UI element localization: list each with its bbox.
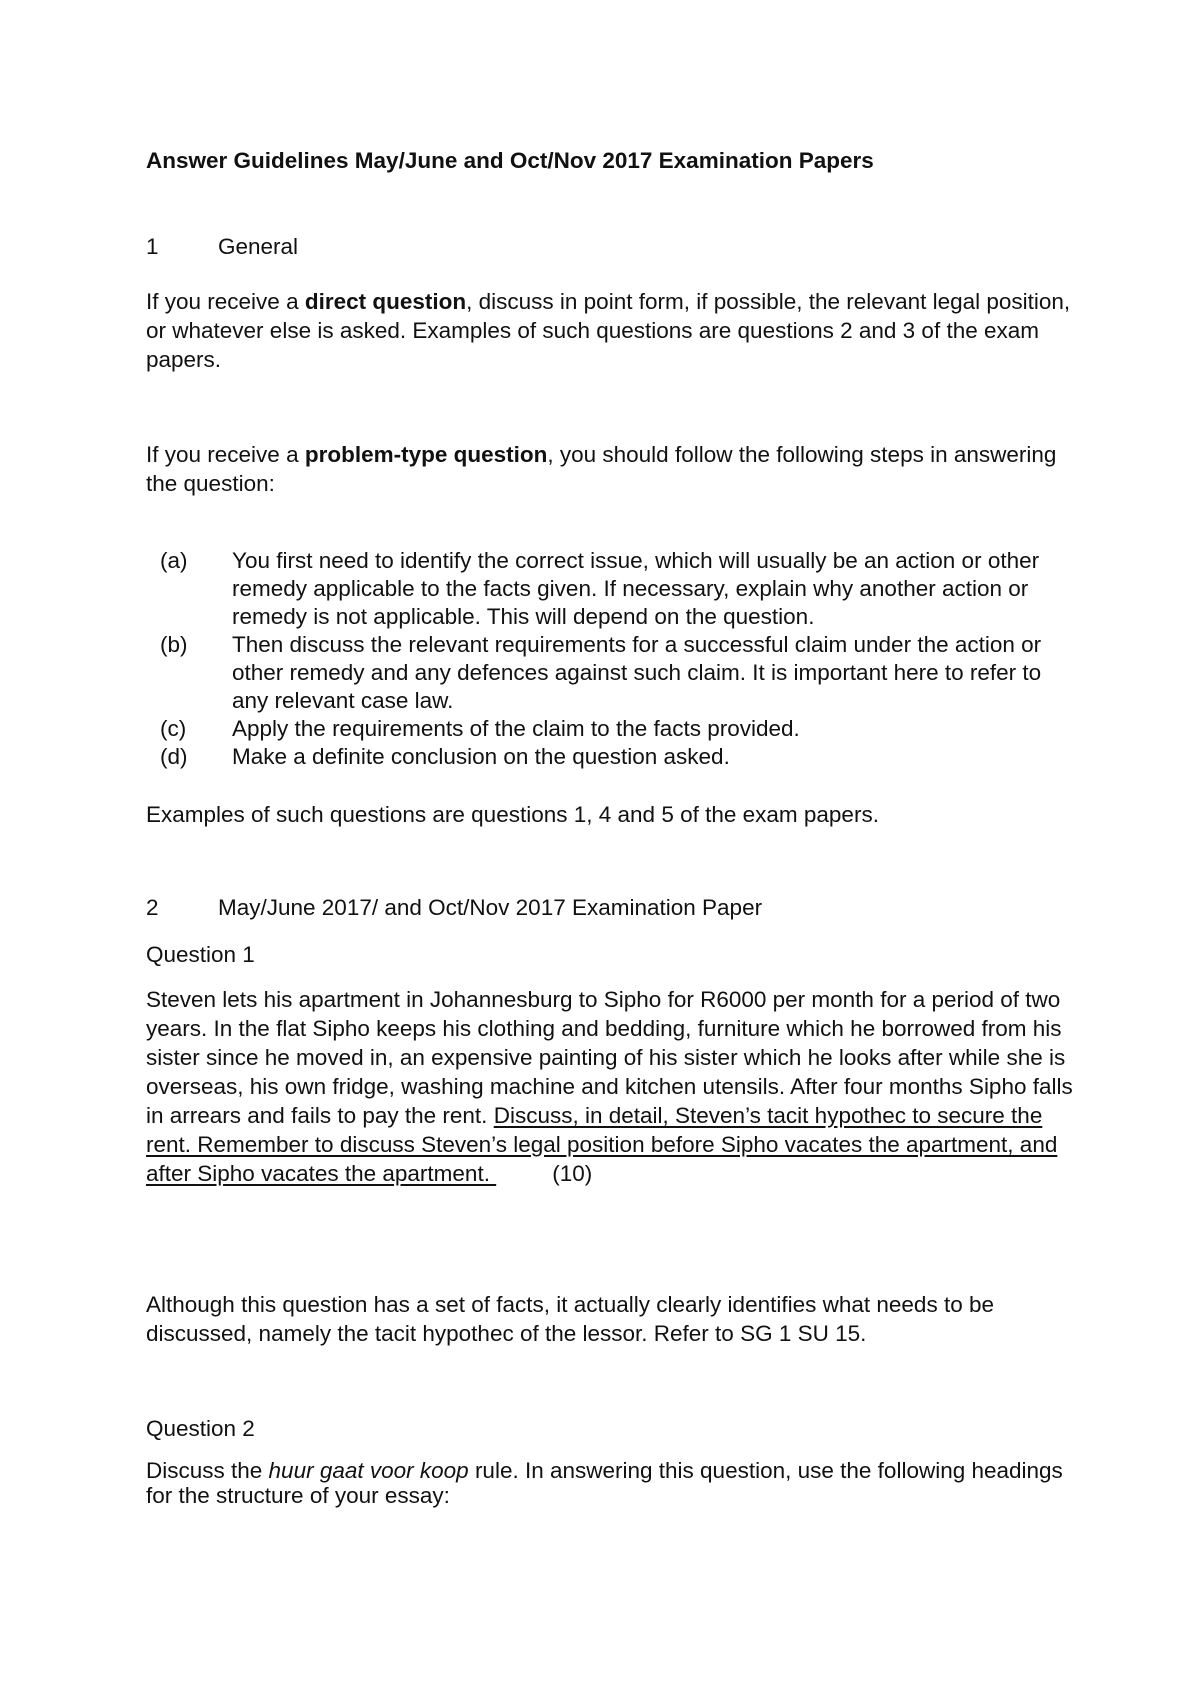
section-2-heading <box>146 893 1076 923</box>
answer-steps-list <box>146 547 1076 771</box>
examples-paragraph: Examples of such questions are questions 1, 4 and 5 of the exam papers. <box>146 802 879 827</box>
question-1-marks: (10) <box>552 1161 593 1186</box>
problem-pre-text: If you receive a <box>146 442 305 467</box>
list-item-text: You first need to identify the correct issue, which will usually be an action or other remedy applicable to the facts given. If necessary, explain why another action or remedy is not applicable. This will depend on the question. <box>232 548 1040 629</box>
problem-question-term: problem-type question <box>304 442 548 467</box>
section-1-heading <box>146 232 1076 262</box>
list-item-label: (c) <box>160 716 187 741</box>
list-item-label: (a) <box>160 548 188 573</box>
section-heading-text: May/June 2017/ and Oct/Nov 2017 Examination Paper <box>218 895 763 920</box>
list-item-label: (d) <box>160 744 188 769</box>
list-item-text: Then discuss the relevant requirements for a successful claim under the action or other remedy and any defences against such claim. It is important here to refer to any relevant case law. <box>232 632 1042 713</box>
list-item-text: Apply the requirements of the claim to the facts provided. <box>232 716 800 741</box>
question-2-rule-name: huur gaat voor koop <box>268 1458 469 1483</box>
document-title: Answer Guidelines May/June and Oct/Nov 2017 Examination Papers <box>146 148 874 173</box>
question-1-facts: Steven lets his apartment in Johannesburg to Sipho for R6000 per month for a period of two years. In the flat Sipho keeps his clothing and bedding, furniture which he borrowed from his sister since he moved in, an expensive painting of his sister which he looks after while she is overseas, his own fridge, washing machine and kitchen utensils. After four months Sipho falls in arrears and fails to pay the rent. <box>146 987 1073 1128</box>
question-2-post-text: rule. In answering this question, use the following headings for the structure of your essay: <box>146 1458 1063 1508</box>
direct-post-text: , discuss in point form, if possible, the relevant legal position, or whatever else is asked. Examples of such questions are questions 2 and 3 of the exam papers. <box>146 289 1071 372</box>
list-item <box>146 743 1076 771</box>
list-item <box>146 547 1076 631</box>
question-1-paragraph <box>146 985 1076 1188</box>
problem-post-text: , you should follow the following steps in answering the question: <box>146 442 1057 496</box>
question-1-title: Question 1 <box>146 942 255 967</box>
list-item <box>146 715 1076 743</box>
section-heading-text: General <box>218 234 299 259</box>
question-2-pre-text: Discuss the <box>146 1458 269 1483</box>
section-number: 2 <box>146 895 159 920</box>
question-2-title: Question 2 <box>146 1416 255 1441</box>
list-item-label: (b) <box>160 632 188 657</box>
list-item-text: Make a definite conclusion on the question asked. <box>232 744 730 769</box>
question-1-instruction: Discuss, in detail, Steven’s tacit hypothec to secure the rent. Remember to discuss Steven’s legal position before Sipho vacates the apartment, and after Sipho vacates the apartment. <box>146 1103 1058 1186</box>
direct-question-term: direct question <box>304 289 467 314</box>
problem-question-paragraph <box>146 440 1076 498</box>
list-item <box>146 631 1076 715</box>
direct-question-paragraph <box>146 287 1076 374</box>
question-1-answer: Although this question has a set of facts, it actually clearly identifies what needs to be discussed, namely the tacit hypothec of the lessor. Refer to SG 1 SU 15. <box>146 1292 994 1346</box>
direct-pre-text: If you receive a <box>146 289 305 314</box>
question-2-paragraph <box>146 1458 1076 1508</box>
section-number: 1 <box>146 234 159 259</box>
